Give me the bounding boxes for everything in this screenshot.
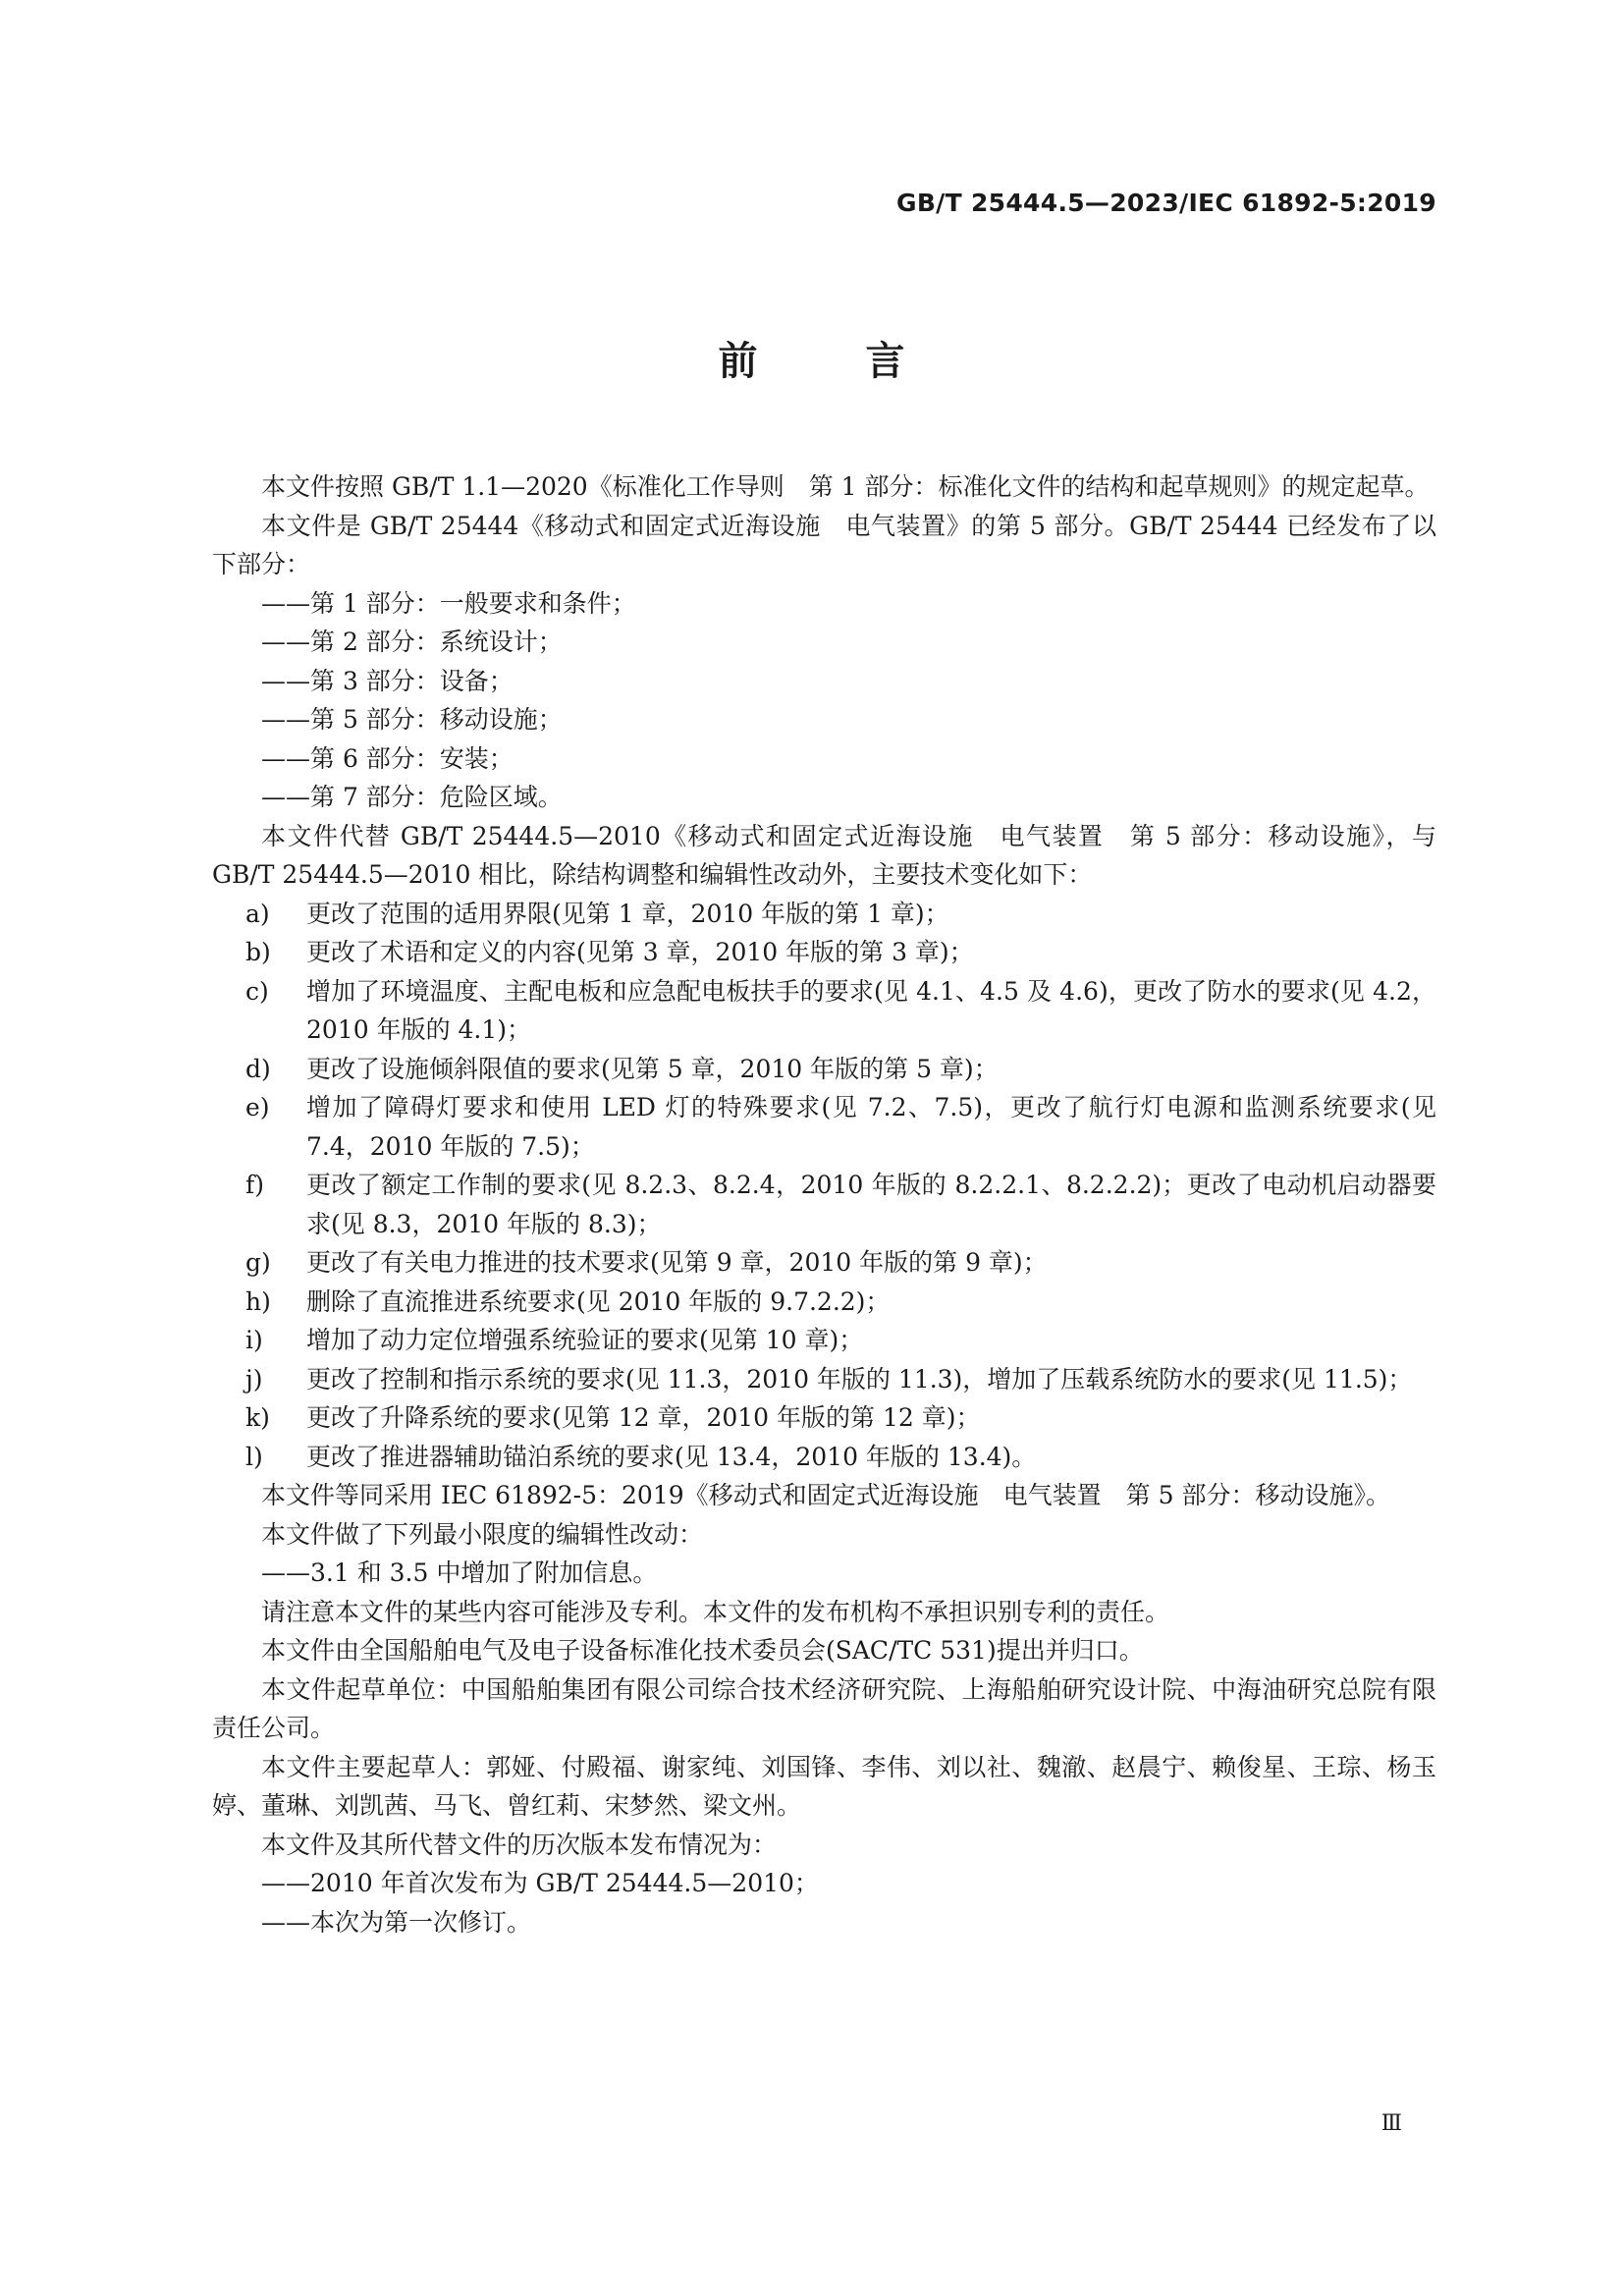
list-item: ——2010 年首次发布为 GB/T 25444.5—2010； xyxy=(261,1869,819,1897)
change-label: k) xyxy=(245,1403,270,1432)
list-item: ——3.1 和 3.5 中增加了附加信息。 xyxy=(261,1558,658,1587)
change-label: h) xyxy=(245,1286,271,1316)
paragraph: 本文件按照 GB/T 1.1—2020《标准化工作导则 第 1 部分：标准化文件的结构和起草规则》的规定起草。 xyxy=(261,472,1430,501)
change-item xyxy=(212,1321,1436,1360)
change-item xyxy=(212,1088,1436,1166)
paragraph: 本文件等同采用 IEC 61892-5：2019《移动式和固定式近海设施 电气装置 第 5 部分：移动设施》。 xyxy=(261,1481,1390,1509)
change-label: b) xyxy=(245,938,271,966)
page-title xyxy=(0,330,1623,386)
change-label: e) xyxy=(245,1093,270,1121)
change-text: 更改了推进器辅助锚泊系统的要求(见 13.4，2010 年版的 13.4)。 xyxy=(306,1442,1037,1471)
change-item xyxy=(212,972,1436,1050)
change-item xyxy=(212,1243,1436,1283)
page-number: Ⅲ xyxy=(1380,2111,1402,2136)
change-label: i) xyxy=(245,1326,263,1354)
change-label: a) xyxy=(245,899,270,928)
paragraph: 本文件主要起草人：郭娅、付殿福、谢家纯、刘国锋、李伟、刘以社、魏澈、赵晨宁、赖俊星、王琮、杨玉婷、董琳、刘凯茜、马飞、曾红莉、宋梦然、梁文州。 xyxy=(212,1752,1436,1820)
change-item xyxy=(212,1050,1436,1089)
change-item xyxy=(212,1166,1436,1243)
paragraph: 本文件及其所代替文件的历次版本发布情况为： xyxy=(261,1830,778,1859)
change-item xyxy=(212,1438,1436,1477)
list-item: ——本次为第一次修订。 xyxy=(261,1907,532,1937)
change-label: g) xyxy=(245,1248,271,1277)
change-label: l) xyxy=(245,1442,263,1471)
paragraph: 本文件做了下列最小限度的编辑性改动： xyxy=(261,1519,704,1549)
paragraph: 本文件由全国船舶电气及电子设备标准化技术委员会(SAC/TC 531)提出并归口。 xyxy=(261,1636,1144,1665)
change-text: 删除了直流推进系统要求(见 2010 年版的 9.7.2.2)； xyxy=(306,1286,891,1316)
change-item xyxy=(212,1283,1436,1322)
paragraph: 请注意本文件的某些内容可能涉及专利。本文件的发布机构不承担识别专利的责任。 xyxy=(261,1597,1170,1626)
list-item: ——第 7 部分：危险区域。 xyxy=(261,783,563,811)
change-label: d) xyxy=(245,1054,271,1083)
change-label: c) xyxy=(245,976,269,1006)
change-item xyxy=(212,1398,1436,1438)
document-body xyxy=(212,467,1436,1941)
change-label: f) xyxy=(245,1171,265,1199)
change-text: 增加了障碍灯要求和使用 LED 灯的特殊要求(见 7.2、7.5)，更改了航行灯电源和监测系统要求(见 7.4，2010 年版的 7.5)； xyxy=(306,1093,1436,1161)
change-text: 更改了设施倾斜限值的要求(见第 5 章，2010 年版的第 5 章)； xyxy=(306,1054,999,1083)
list-item: ——第 2 部分：系统设计； xyxy=(261,628,563,656)
list-item: ——第 5 部分：移动设施； xyxy=(261,705,563,734)
list-item: ——第 1 部分：一般要求和条件； xyxy=(261,588,636,618)
change-text: 更改了额定工作制的要求(见 8.2.3、8.2.4，2010 年版的 8.2.2.1、8.2.2.2)；更改了电动机启动器要求(见 8.3，2010 年版的 8.3)； xyxy=(306,1171,1436,1238)
change-item xyxy=(212,895,1436,934)
change-text: 更改了有关电力推进的技术要求(见第 9 章，2010 年版的第 9 章)； xyxy=(306,1248,1048,1277)
paragraph: 本文件代替 GB/T 25444.5—2010《移动式和固定式近海设施 电气装置 第 5 部分：移动设施》，与 GB/T 25444.5—2010 相比，除结构调整和编辑性改动外，主要技术变化如下： xyxy=(212,821,1436,889)
title-char-2: 言 xyxy=(865,339,905,384)
change-text: 更改了控制和指示系统的要求(见 11.3，2010 年版的 11.3)，增加了压载系统防水的要求(见 11.5)； xyxy=(306,1364,1413,1394)
change-text: 增加了环境温度、主配电板和应急配电板扶手的要求(见 4.1、4.5 及 4.6)，更改了防水的要求(见 4.2，2010 年版的 4.1)； xyxy=(306,976,1436,1044)
change-text: 增加了动力定位增强系统验证的要求(见第 10 章)； xyxy=(306,1326,864,1354)
standard-number: GB/T 25444.5—2023/IEC 61892-5:2019 xyxy=(896,189,1436,217)
change-item xyxy=(212,1360,1436,1399)
paragraph: 本文件是 GB/T 25444《移动式和固定式近海设施 电气装置》的第 5 部分。GB/T 25444 已经发布了以下部分： xyxy=(212,511,1436,578)
change-item xyxy=(212,933,1436,972)
paragraph: 本文件起草单位：中国船舶集团有限公司综合技术经济研究院、上海船舶研究设计院、中海油研究总院有限责任公司。 xyxy=(212,1674,1436,1742)
change-text: 更改了范围的适用界限(见第 1 章，2010 年版的第 1 章)； xyxy=(306,899,949,928)
title-char-1: 前 xyxy=(718,339,758,384)
change-text: 更改了升降系统的要求(见第 12 章，2010 年版的第 12 章)； xyxy=(306,1403,981,1432)
list-item: ——第 3 部分：设备； xyxy=(261,666,514,695)
change-label: j) xyxy=(245,1364,263,1394)
list-item: ——第 6 部分：安装； xyxy=(261,743,514,773)
change-text: 更改了术语和定义的内容(见第 3 章，2010 年版的第 3 章)； xyxy=(306,938,974,966)
